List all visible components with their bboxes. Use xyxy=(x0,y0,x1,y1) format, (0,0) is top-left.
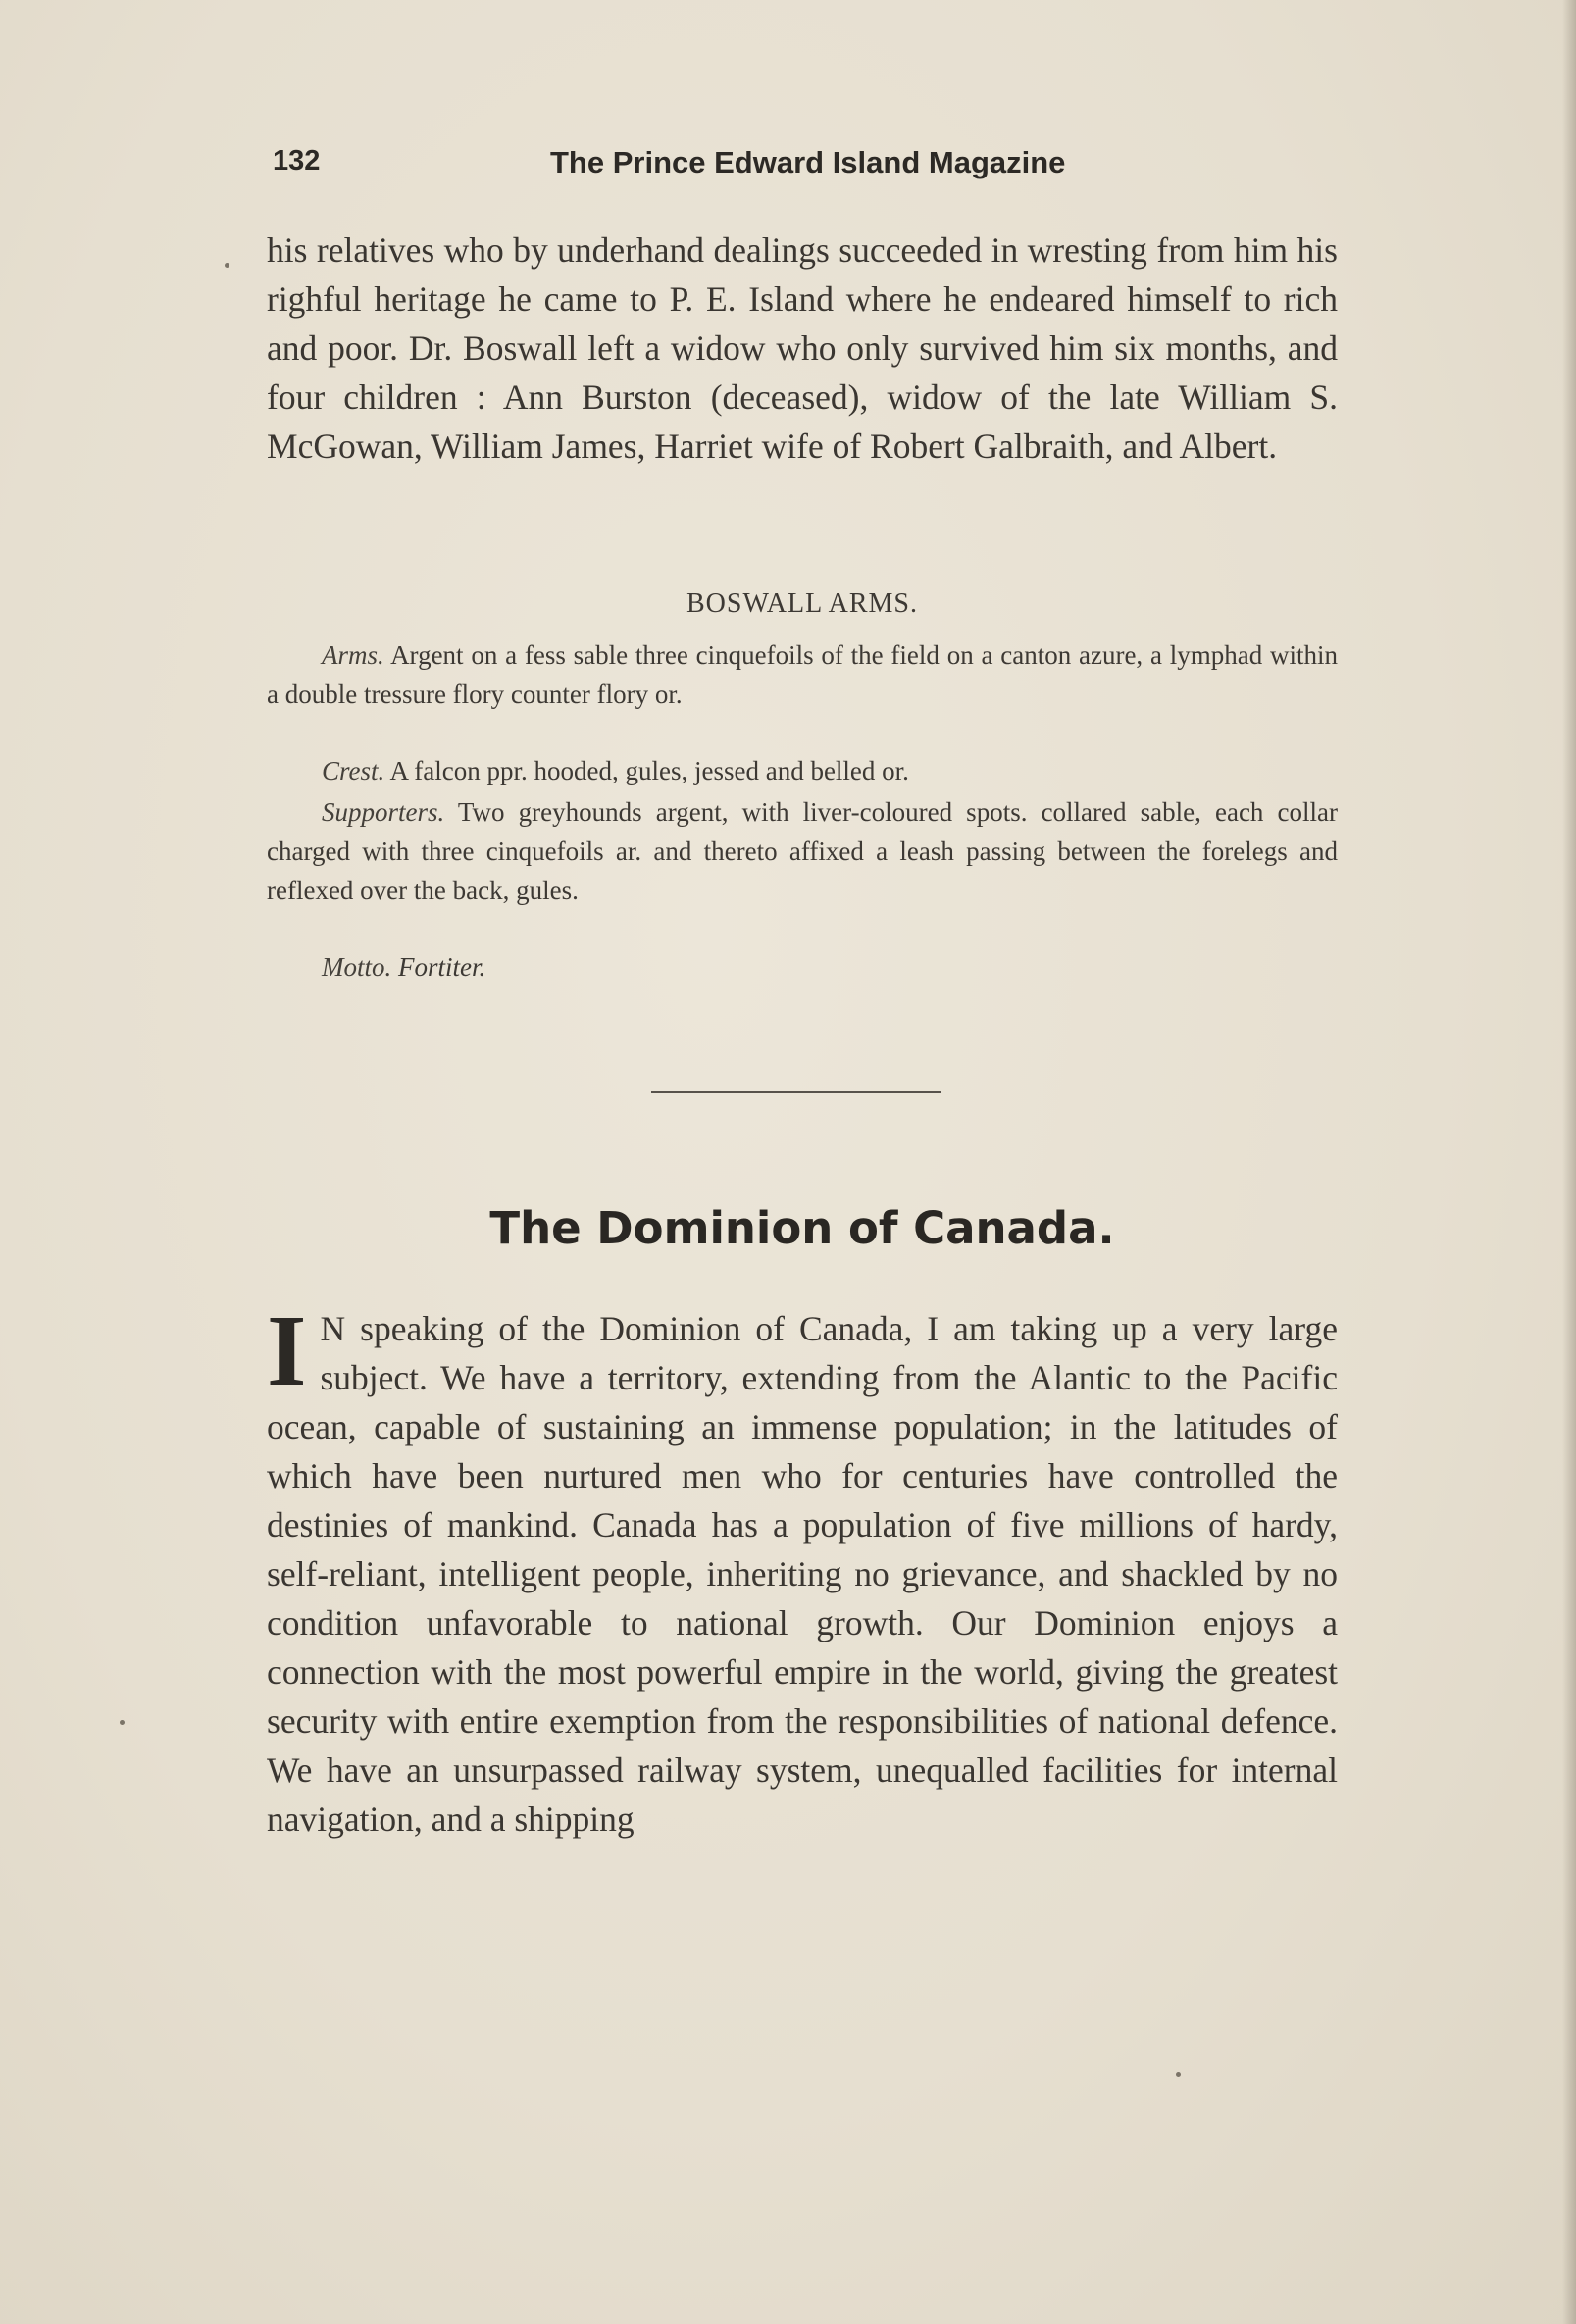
crest-entry xyxy=(267,751,1338,790)
supporters-text: Two greyhounds argent, with liver-coloured spots. collared sable, each collar charged with three cinquefoils ar. and thereto affixed a leash passing between the forelegs and reflexed over the back, gules. xyxy=(267,797,1339,905)
page-edge-shadow xyxy=(1562,0,1576,2324)
section-divider xyxy=(651,1091,941,1093)
paper-speck xyxy=(225,263,229,268)
paper-speck xyxy=(1176,2072,1181,2077)
arms-entry xyxy=(267,635,1338,714)
crest-label: Crest. xyxy=(322,756,385,785)
arms-text: Argent on a fess sable three cinquefoils of the field on a canton azure, a lymphad within a double tressure flory counter flory or. xyxy=(267,640,1338,709)
page-number: 132 xyxy=(273,145,321,177)
motto-label: Motto. xyxy=(322,952,392,982)
article-paragraph xyxy=(267,1294,1338,1844)
running-header xyxy=(273,145,1342,188)
supporters-entry xyxy=(267,792,1338,910)
article-text: N speaking of the Dominion of Canada, I am taking up a very large subject. We have a territory, extending from the Alantic to the Pacific ocean, capable of sustaining an immense population; in the latitudes of which have been nurtured men who for centuries have controlled the destinies of mankind. Canada has a population of five millions of hardy, self-reliant, intelligent people, inheriting no grievance, and shackled by no condition unfavorable to national growth. Our Dominion enjoys a connection with the most powerful empire in the world, giving the greatest security with entire exemption from the responsibilities of national defence. We have an unsurpassed railway system, unequalled facilities for internal navigation, and a shipping xyxy=(267,1309,1338,1839)
running-title: The Prince Edward Island Magazine xyxy=(550,145,1066,179)
paper-speck xyxy=(120,1720,125,1725)
article-title: The Dominion of Canada. xyxy=(489,1202,1115,1254)
continuation-paragraph: his relatives who by underhand dealings succeeded in wresting from him his righful heritage he came to P. E. Island where he endeared himself to rich and poor. Dr. Boswall left a widow who only survived him six months, and four children : Ann Burston (deceased), widow of the late William S. McGowan, William James, Harriet wife of Robert Galbraith, and Albert. xyxy=(267,230,1338,466)
motto-text: Fortiter. xyxy=(398,952,486,982)
arms-label: Arms. xyxy=(322,640,384,670)
motto-entry xyxy=(267,947,1338,986)
crest-text: A falcon ppr. hooded, gules, jessed and belled or. xyxy=(389,756,909,785)
supporters-label: Supporters. xyxy=(322,797,445,827)
drop-cap: I xyxy=(267,1294,307,1407)
arms-heading: BOSWALL ARMS. xyxy=(686,588,918,619)
